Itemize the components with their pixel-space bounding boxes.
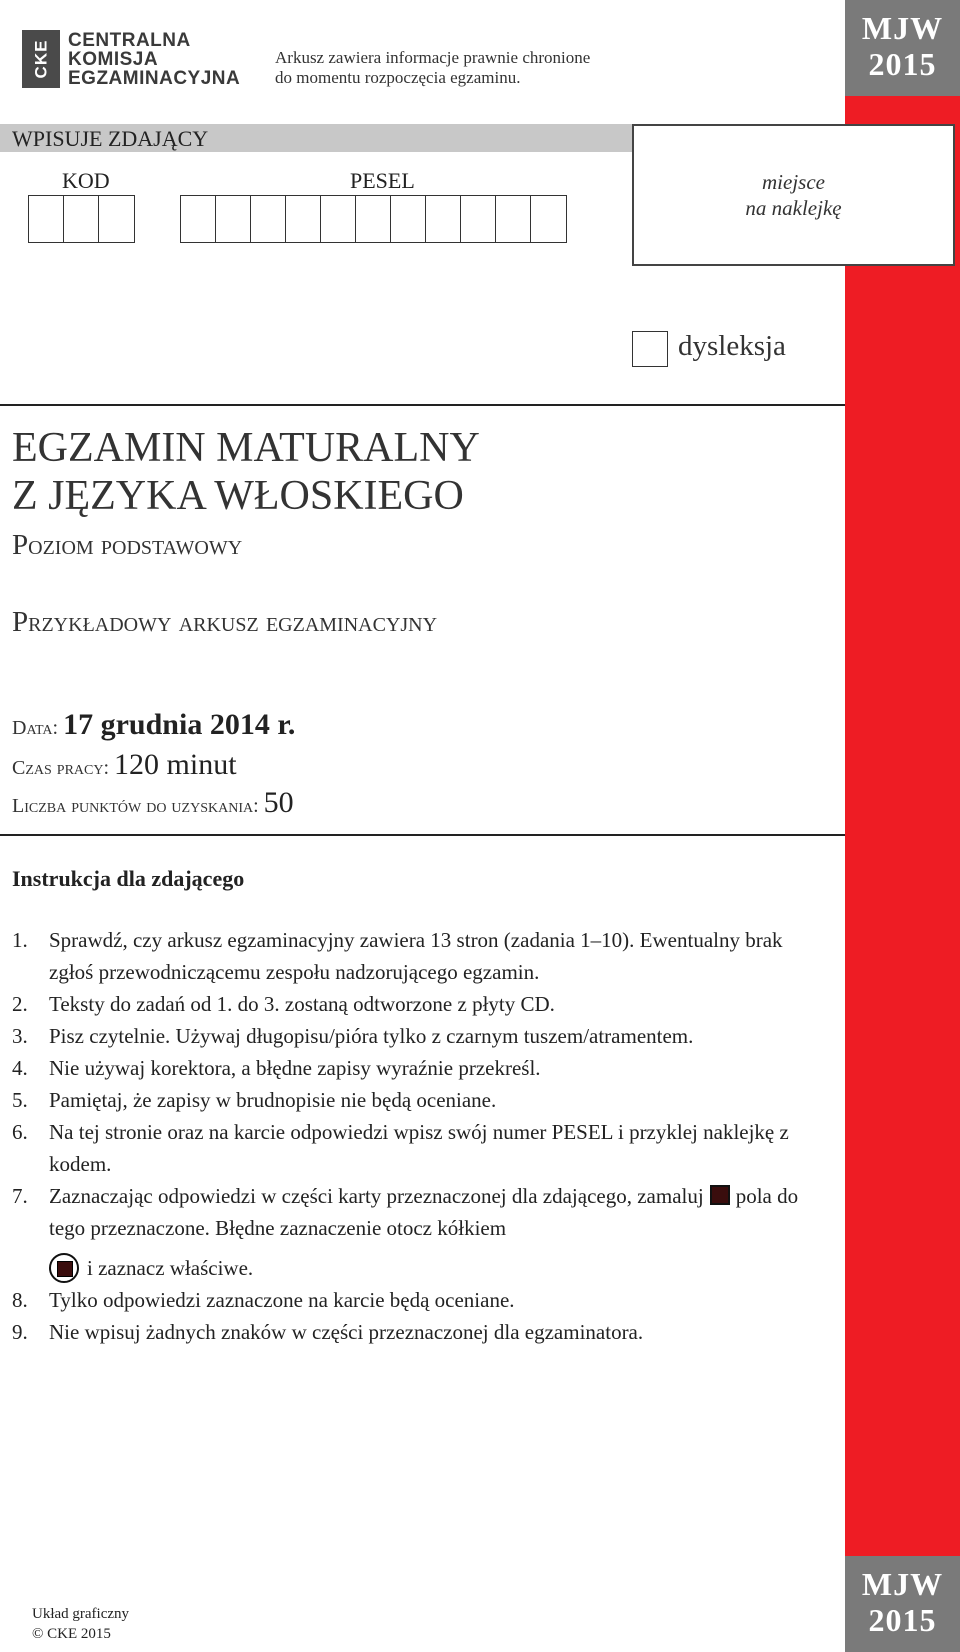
list-item: 2. Teksty do zadań od 1. do 3. zostaną odtworzone z płyty CD. [12,992,555,1016]
exam-code-bottom [845,1556,960,1652]
dyslexia-label: dysleksja [678,330,786,362]
pesel-box[interactable] [251,196,286,242]
exam-duration: Czas pracy: 120 minut [12,748,237,781]
divider-bottom [0,834,845,836]
cke-logo-mark: CKE [22,30,60,88]
exam-code-bottom-text: MJW [861,1566,944,1602]
exam-code-top [845,0,960,96]
list-item: 3. Pisz czytelnie. Używaj długopisu/pióra tylko z czarnym tuszem/atramentem. [12,1024,694,1048]
list-item: 5. Pamiętaj, że zapisy w brudnopisie nie będą oceniane. [12,1088,497,1112]
sticker-area: miejsce na naklejkę [632,124,955,266]
exam-year-top-text: 2015 [868,46,937,82]
pesel-box[interactable] [531,196,566,242]
filled-square-icon [710,1185,730,1205]
exam-code-top-text: MJW [861,10,944,46]
cke-logo-text: CENTRALNA KOMISJA EGZAMINACYJNA [68,29,241,89]
kod-input-boxes[interactable] [28,195,135,243]
protected-info-note: Arkusz zawiera informacje prawnie chronione do momentu rozpoczęcia egzaminu. [275,48,591,87]
instructions-title: Instrukcja dla zdającego [12,866,245,891]
exam-date-value: 17 grudnia 2014 r. [63,708,296,741]
exam-points: Liczba punktów do uzyskania: 50 [12,786,294,819]
list-item: 7. Zaznaczając odpowiedzi w części karty przeznaczonej dla zdającego, zamaluj pola do tego przeznaczone. Błędne zaznaczenie otocz kółkiem i zaznacz właściwe. [12,1180,832,1284]
exam-duration-value: 120 minut [114,748,237,781]
divider-top [0,404,845,406]
pesel-box[interactable] [391,196,426,242]
exam-level: Poziom podstawowy [12,529,243,561]
kod-box[interactable] [29,196,64,242]
candidate-band-label: WPISUJE ZDAJĄCY [12,126,209,151]
list-item: 9. Nie wpisuj żadnych znaków w części przeznaczonej dla egzaminatora. [12,1320,644,1344]
kod-label: KOD [62,168,110,193]
pesel-box[interactable] [426,196,461,242]
graphic-credit: Układ graficzny © CKE 2015 [32,1606,130,1642]
exam-date: Data: 17 grudnia 2014 r. [12,708,296,741]
pesel-box[interactable] [461,196,496,242]
sample-sheet-label: Przykładowy arkusz egzaminacyjny [12,606,438,638]
pesel-box[interactable] [496,196,531,242]
instructions-list [12,924,832,1348]
pesel-box[interactable] [181,196,216,242]
pesel-box[interactable] [216,196,251,242]
pesel-label: PESEL [350,168,415,193]
exam-points-value: 50 [263,786,294,819]
list-item: 6. Na tej stronie oraz na karcie odpowiedzi wpisz swój numer PESEL i przyklej naklejkę z kodem. [12,1120,789,1176]
list-item: 1. Sprawdź, czy arkusz egzaminacyjny zawiera 13 stron (zadania 1–10). Ewentualny brak zgłoś przewodniczącemu zespołu nadzorującego egzamin. [12,928,783,984]
pesel-box[interactable] [321,196,356,242]
pesel-box[interactable] [286,196,321,242]
pesel-box[interactable] [356,196,391,242]
kod-box[interactable] [99,196,134,242]
kod-box[interactable] [64,196,99,242]
list-item: 4. Nie używaj korektora, a błędne zapisy wyraźnie przekreśl. [12,1056,541,1080]
list-item: 8. Tylko odpowiedzi zaznaczone na karcie będą oceniane. [12,1288,515,1312]
exam-title-line2: Z JĘZYKA WŁOSKIEGO [12,473,464,519]
dyslexia-checkbox[interactable] [632,331,668,367]
exam-year-bottom-text: 2015 [868,1602,937,1638]
circled-square-icon [49,1253,79,1283]
pesel-input-boxes[interactable] [180,195,567,243]
cke-logo [22,30,240,88]
exam-title-line1: EGZAMIN MATURALNY [12,425,480,471]
